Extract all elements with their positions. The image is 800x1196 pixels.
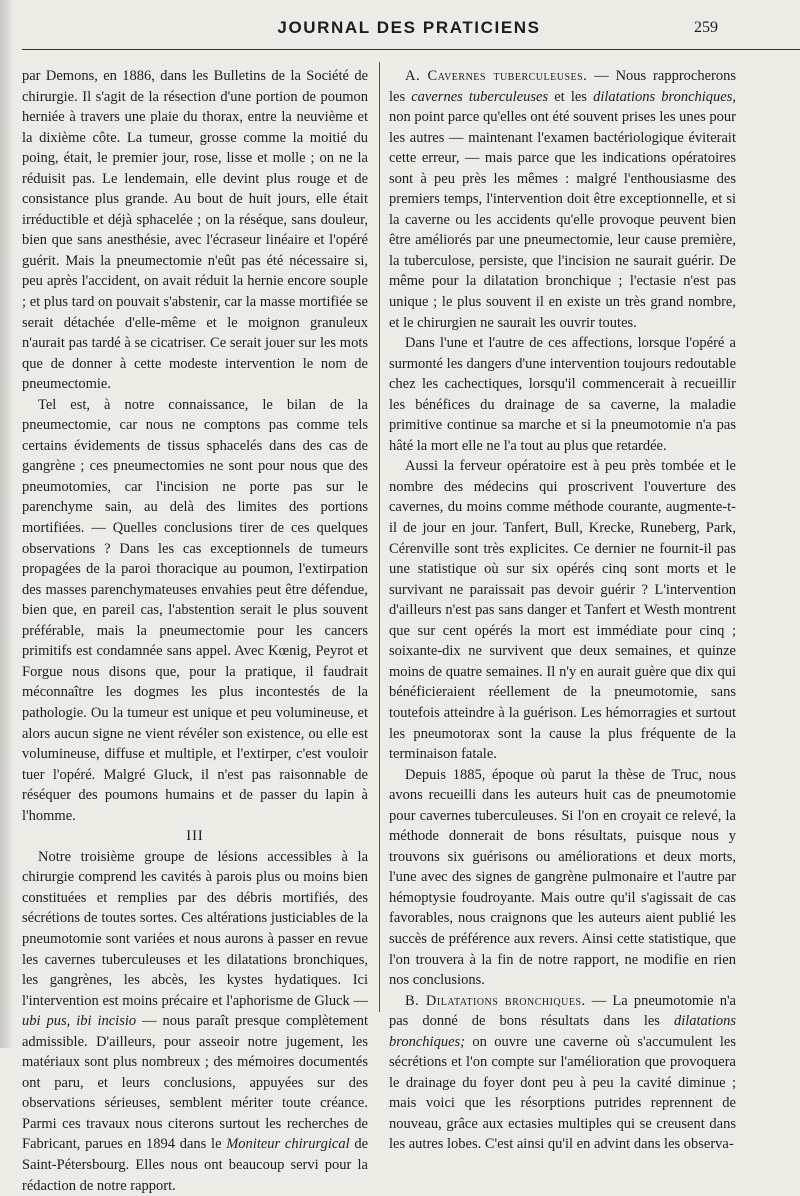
paragraph-3-text-b: — nous paraît presque complètement admissible. D'ailleurs, pour asseoir notre jugement, les matériaux sont plus nombreux ; des mémoires documentés ont paru, et leurs conclusions, appuyées sur des observations sérieuses, semblent mériter toute créance. Parmi ces travaux nous citerons surtout les recherches de Fabricant, parues en 1894 dans le (22, 1013, 368, 1153)
section-a-italic-1: cavernes tuberculeuses (411, 88, 549, 105)
journal-title: Moniteur chirurgical (226, 1136, 350, 1153)
section-b-paragraph (389, 991, 736, 1155)
left-paragraph-1: par Demons, en 1886, dans les Bulletins de la Société de chirurgie. Il s'agit de la résection d'une portion de poumon herniée à travers une plaie du thorax, entre la neuvième et la dixième côte. La tumeur, grosse comme la moitié du poing, était, le premier jour, rose, lisse et molle ; on ne la réduisit pas. Le lendemain, elle devint plus rouge et de consistance plus grande. Au bout de huit jours, elle était irréductible et déjà sphacelée ; on la réséque, sans douleur, bien que sans anesthésie, avec l'écraseur linéaire et l'opéré guérit. Mais la pneumectomie n'eût pas été nécessaire si, peu après l'accident, on avait réduit la hernie encore souple ; et plus tard on pouvait s'abstenir, car la masse mortifiée se serait détachée d'elle-même et le moignon granuleux n'aurait pas tardé à se cicatriser. Ce serait jouer sur les mots que de donner à cette modeste intervention le nom de pneumectomie. (22, 68, 368, 393)
right-paragraph-4: Depuis 1885, époque où parut la thèse de Truc, nous avons recueilli dans les auteurs huit cas de pneumotomie pour cavernes tuberculeuses. Si l'on en croyait ce relevé, la méthode donnerait de bons résultats, puisque nous y trouvons six guérisons ou améliorations et deux morts, l'une avec des signes de gangrène pulmonaire et l'autre par hémoptysie foudroyante. Mais outre qu'il s'agissait de cas favorables, nous craignons que les auteurs aient publié les succès de préférence aux revers. Ainsi cette statistique, que l'on trouvera à la fin de notre rapport, ne modifie en rien nos conclusions. (389, 766, 736, 989)
section-heading: III (186, 828, 204, 845)
paragraph-3-text-c: de Saint-Pétersbourg. Elles nous ont beaucoup servi pour la rédaction de notre rapport. (22, 1136, 369, 1194)
section-a-text-1: — Nous rapprocherons les (389, 68, 736, 105)
left-column (22, 66, 368, 1196)
section-a-italic-2: dilatations bronchiques, (593, 88, 737, 105)
column-divider (379, 62, 380, 1012)
right-paragraph-2: Dans l'une et l'autre de ces affections, lorsque l'opéré a surmonté les dangers d'une intervention toujours redoutable chez les cachectiques, lorsqu'il commencerait à recueillir les bénéfices du drainage de sa caverne, la maladie primitive continue sa marche et si la pneumotomie n'a pas hâté la mort elle ne l'a tout au plus que retardée. (389, 335, 736, 454)
section-b-italic: dilatations bronchiques; (389, 1013, 736, 1050)
section-b-label: B. Dilatations bronchiques. (405, 992, 586, 1009)
section-a-paragraph (389, 66, 736, 333)
latin-aphorism: ubi pus, ibi incisio (22, 1013, 137, 1030)
left-paragraph-2: Tel est, à notre connaissance, le bilan de la pneumectomie, car nous ne comptons pas comme tels certains évidements de tissus sphacelés dans des cas de gangrène ; ces pneumectomies ne sont pour nous que des pneumotomies, car l'incision ne porte pas sur le parenchyme sain, au delà des limites des portions mortifiées. — Quelles conclusions tirer de ces quelques observations ? Dans les cas exceptionnels de tumeurs propagées de la paroi thoracique au poumon, l'extirpation des masses parenchymateuses envahies peut être défendue, bien que, en pareil cas, l'abstention serait le plus souvent préférable, mais la pneumectomie pour les cancers primitifs est condamnée sans appel. Avec Kœnig, Peyrot et Forgue nous disons que, pour la pratique, il faudrait méconnaître les dogmes les plus incontestés de la pathologie. Ou la tumeur est unique et peu volumineuse, et alors aucun signe ne vient révéler son existence, ou elle est volumineuse, diffuse et multiple, et l'extirper, c'est vouloir tuer l'opéré. Malgré Gluck, il n'est pas raisonnable de réséquer des poumons humains et de passer du lapin à l'homme. (22, 396, 368, 824)
right-column (389, 66, 736, 1155)
section-b-text-1: — La pneumotomie n'a pas donné de bons résultats dans les (389, 992, 736, 1030)
section-a-label: A. Cavernes tuberculeuses. (405, 68, 588, 84)
header-rule (22, 49, 800, 50)
section-a-text-2: et les (548, 88, 594, 105)
paragraph-3-text-a: Notre troisième groupe de lésions accessibles à la chirurgie comprend les cavités à parois plus ou moins bien constituées et remplies par des débris mortifiés, des sécrétions de toutes sortes. Ces altérations justiciables de la pneumotomie sont variées et nous aurons à passer en revue les cavernes tuberculeuses et les dilatations bronchiques, les gangrènes, les abcès, les kystes hydatiques. Ici l'intervention est moins précaire et l'aphorisme de Gluck — (22, 848, 368, 1009)
page-edge-shadow (0, 0, 14, 1048)
section-a-text-3: non point parce qu'elles ont été souvent prises les unes pour les autres — maintenant l'examen bactériologique éviterait cette erreur, — mais parce que les indications opératoires sont à peu près les mêmes : malgré l'enthousiasme des premiers temps, l'intervention doit être exceptionnelle, et si la caverne ou les accidents qu'elle provoque peuvent bien être améliorés par une pneumectomie, leur cause première, la tuberculose, persiste, que l'incision ne saurait guérir. De même pour la dilatation bronchique ; l'ectasie n'est pas unique ; le plus souvent il en existe un très grand nombre, et le chirurgien ne saurait les ouvrir toutes. (389, 109, 736, 331)
running-title: JOURNAL DES PRATICIENS (277, 18, 541, 37)
page-number: 259 (694, 19, 718, 36)
section-b-text-2: on ouvre une caverne où s'accumulent les sécrétions et l'on compte sur l'amélioration que provoquera le drainage du foyer dont peu à peu la cavité diminue ; mais voici que les résorptions putrides reprennent de nouveau, grâce aux ectasies multiples qui se creusent dans les autres lobes. C'est ainsi qu'il en advint dans les observa- (389, 1033, 736, 1153)
left-paragraph-3 (22, 847, 368, 1196)
right-paragraph-3: Aussi la ferveur opératoire est à peu près tombée et le nombre des médecins qui proscrivent l'ouverture des cavernes, du moins comme méthode courante, augmente-t-il de jour en jour. Tanfert, Bull, Krecke, Runeberg, Park, Cérenville sont très explicites. Ce dernier ne fournit-il pas une statistique où sur six opérés cinq sont morts et le survivant ne paraissait pas devoir guérir ? L'intervention d'ailleurs n'est pas sans danger et Tanfert et Westh montrent que sur cent opérés la mort est immédiate pour cinq ; soixante-dix ne survivent que deux semaines, et quinze moins de quatre semaines. Il n'y en aurait guère que dix qui bénéficieraient réellement de la pneumotomie, sans toutefois atteindre à la guérison. Les hémorragies et surtout les pneumotorax sont la cause la plus fréquente de la terminaison fatale. (389, 458, 736, 763)
page-header (18, 18, 800, 44)
